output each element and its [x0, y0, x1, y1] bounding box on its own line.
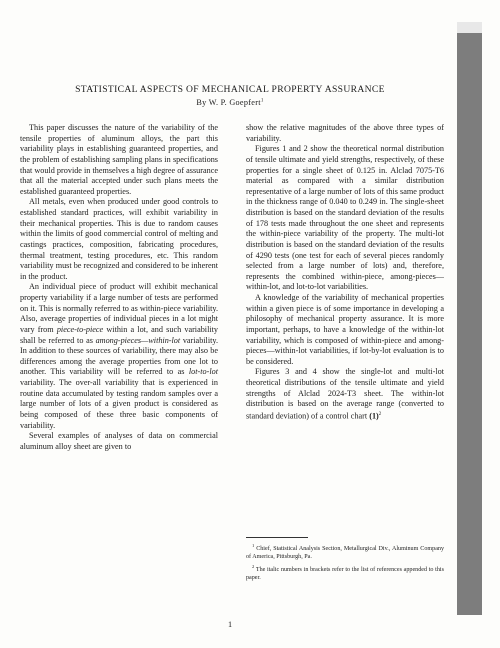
footnote-ref: 2	[378, 411, 382, 417]
text-run: Figures 3 and 4 show the single-lot and multi-lot theoretical distributions of the tensile ultimate and yield strengths of Alclad 2024-T3 sheet. The within-lot distribution is based on the average range (converted to standard deviation) of a control chart	[246, 367, 444, 421]
footnote-divider	[246, 537, 308, 538]
footnotes	[246, 542, 444, 584]
paragraph: This paper discusses the nature of the variability of the tensile properties of aluminum alloys, the part this variability plays in establishing guaranteed properties, and the problem of establishing sampling plans in specifications that would provide in themselves a high degree of assurance that all the material accepted under such plans meets the established guaranteed properties.	[20, 123, 218, 196]
author-footnote-ref: 1	[260, 98, 264, 104]
paragraph: Figures 1 and 2 show the theoretical normal distribution of tensile ultimate and yield strengths, respectively, of these properties for a single sheet of 0.125 in. Alclad 7075-T6 material as compared with a similar distribution representative of a large number of lots of this same product in the thickness range of 0.040 to 0.249 in. The single-sheet distribution is based on the standard deviation of the results of 178 tests made throughout the one sheet and represents the within-piece variability of the property. The multi-lot distribution is based on the standard deviation of the results of 4290 tests (one test for each of several pieces randomly selected from a large number of lots) and, therefore, represents the combined within-piece, among-pieces—within-lot, and lot-to-lot variabilities.	[246, 144, 444, 292]
byline	[20, 98, 440, 107]
text-run: variability. In addition to these sources of variability, there may also be differences among the average properties from one lot to another. This variability will be referred to as	[20, 335, 218, 377]
scan-edge-shadow	[457, 33, 482, 615]
italic-term: lot-to-lot	[188, 367, 218, 377]
text-run: An individual piece of product will exhibit mechanical property variability if a large number of tests are performed on it. This is normally referred to as within-piece variability. Also, average properties of individual pieces in a lot might vary from	[20, 282, 218, 334]
byline-prefix: By	[196, 98, 207, 107]
footnote-marker: 2	[252, 564, 255, 570]
paragraph: A knowledge of the variability of mechanical properties within a given piece is of some importance in developing a philosophy of mechanical property assurance. It is more important, perhaps, to have a knowledge of the within-lot variability, which is composed of within-piece and among-pieces—within-lot variabilities, if lot-by-lot evaluation is to be considered.	[246, 293, 444, 366]
paragraph	[246, 367, 444, 422]
left-column	[20, 123, 218, 452]
right-column	[246, 123, 444, 422]
footnote-text: The italic numbers in brackets refer to the list of references appended to this paper.	[246, 567, 444, 581]
paragraph: Several examples of analyses of data on commercial aluminum alloy sheet are given to	[20, 431, 218, 451]
paragraph: show the relative magnitudes of the above three types of variability.	[246, 123, 444, 143]
author-name: W. P. Goepfert	[208, 98, 261, 107]
text-run: within a lot, and such variability shall be referred to as	[20, 324, 218, 345]
text-run: variability. The over-all variability that is experienced in routine data accumulated by testing random samples over a large number of lots of a given product is considered as being composed of these three basic components of variability.	[20, 378, 218, 430]
paragraph	[20, 282, 218, 431]
reference-number: (1)	[369, 411, 379, 421]
footnote-marker: 1	[252, 543, 255, 548]
footnote	[246, 542, 444, 562]
page-number: 1	[227, 620, 233, 629]
scan-edge-tab	[457, 22, 482, 33]
italic-term: piece-to-piece	[56, 324, 104, 334]
paragraph: All metals, even when produced under good controls to established standard practices, will exhibit variability in their mechanical properties. This is due to random causes within the limits of good commercial control of melting and castings practices, composition, fabricating procedures, thermal treatment, testing procedures, etc. This random variability must be recognized and considered to be inherent in the product.	[20, 197, 218, 281]
footnote-text: Chief, Statistical Analysis Section, Metallurgical Div., Aluminum Company of America, Pittsburgh, Pa.	[246, 546, 444, 560]
footnote	[246, 563, 444, 583]
paper-title: STATISTICAL ASPECTS OF MECHANICAL PROPERTY ASSURANCE	[75, 84, 385, 95]
italic-term: among-pieces—within-lot	[95, 335, 181, 345]
